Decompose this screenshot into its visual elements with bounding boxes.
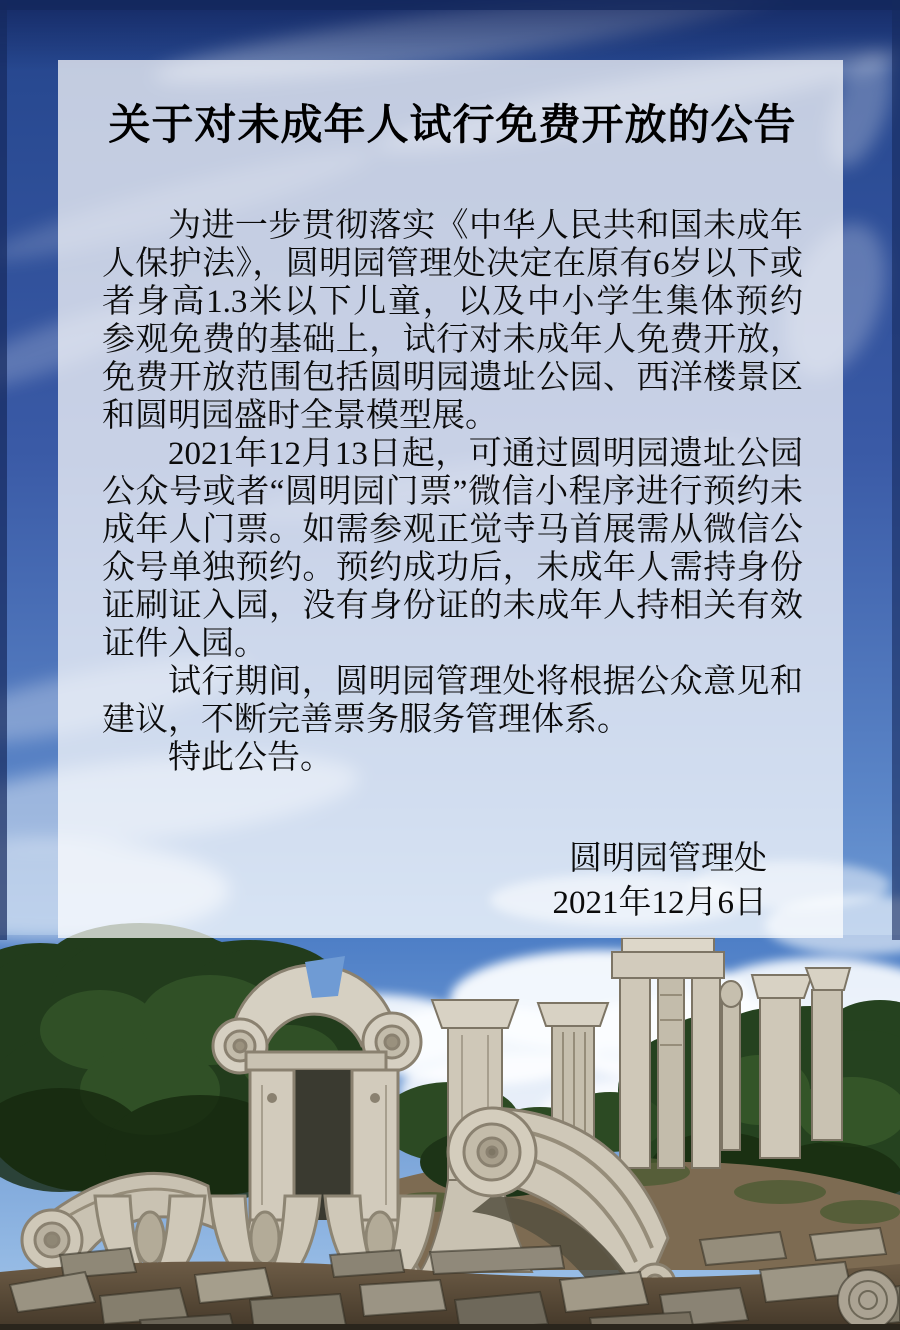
- notice-date: 2021年12月6日: [552, 884, 767, 921]
- signature-block: [102, 837, 803, 925]
- notice-title: 关于对未成年人试行免费开放的公告: [108, 101, 797, 148]
- notice-signature: 圆明园管理处: [569, 840, 767, 877]
- notice-paragraph-3: 试行期间，圆明园管理处将根据公众意见和建议，不断完善票务服务管理体系。: [102, 663, 803, 738]
- notice-paragraph-4: 特此公告。: [168, 739, 333, 776]
- notice-paragraph-1: 为进一步贯彻落实《中华人民共和国未成年人保护法》，圆明园管理处决定在原有6岁以下或者身高1.3米以下儿童，以及中小学生集体预约参观免费的基础上，试行对未成年人免费开放，免费开放范围包括圆明园遗址公园、西洋楼景区和圆明园盛时全景模型展。: [102, 207, 803, 434]
- notice-paragraph-2: 2021年12月13日起，可通过圆明园遗址公园公众号或者“圆明园门票”微信小程序进行预约未成年人门票。如需参观正觉寺马首展需从微信公众号单独预约。预约成功后，未成年人需持身份证刷证入园，没有身份证的未成年人持相关有效证件入园。: [102, 435, 803, 662]
- announcement-panel: [58, 60, 843, 938]
- photo-bottom-edge: [0, 1324, 900, 1330]
